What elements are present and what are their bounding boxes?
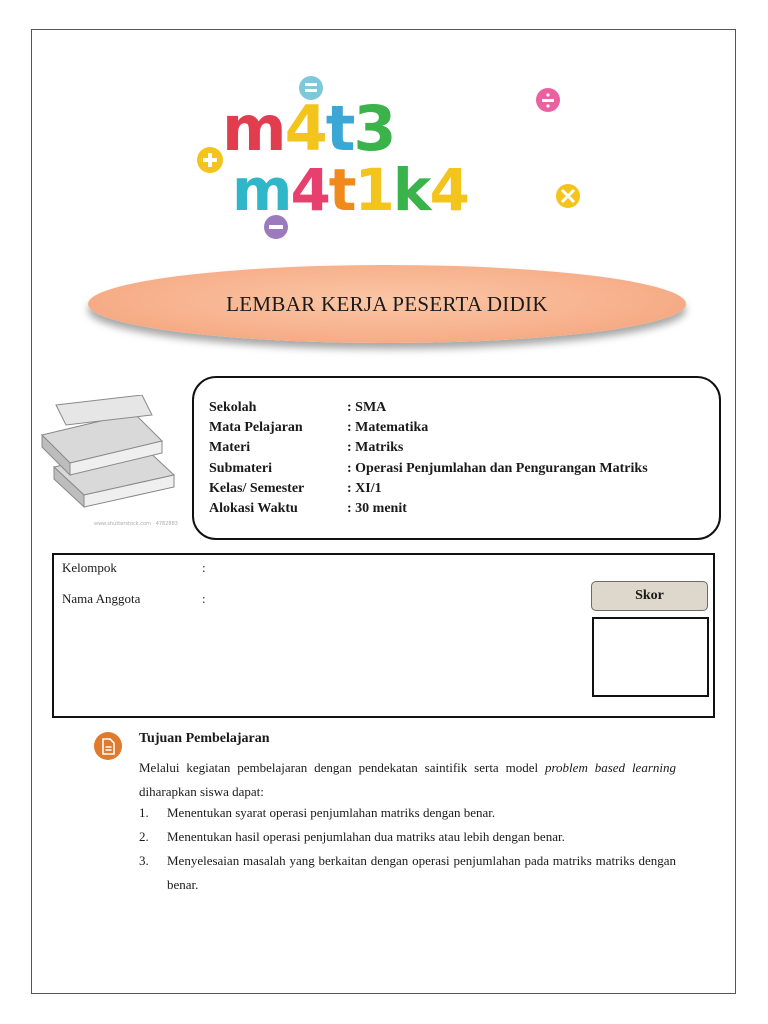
objectives-heading: Tujuan Pembelajaran [139,731,270,746]
lesson-info-box: Sekolah : SMA Mata Pelajaran : Matematika Materi : Matriks Submateri : Operasi Penjumlahan dan Pengurangan Matriks Kelas/ Semester : XI/1 Alokasi Waktu : 30 menit [192,376,721,540]
skor-input-box[interactable] [592,617,709,697]
logo-line-2: m4t1k4 [232,156,468,224]
logo-line-1: m4t3 [222,92,395,165]
divide-circle-icon [536,88,560,112]
times-circle-icon [556,184,580,208]
list-item: 1. Menentukan syarat operasi penjumlahan matriks dengan benar. [139,805,496,820]
document-icon [93,731,123,761]
objectives-intro: Melalui kegiatan pembelajaran dengan pendekatan saintifik serta model problem based learning diharapkan siswa dapat: [139,760,676,799]
page-title: LEMBAR KERJA PESERTA DIDIK [226,291,548,316]
list-item: 2. Menentukan hasil operasi penjumlahan dua matriks atau lebih dengan benar. [139,829,565,844]
skor-label-box: Skor [591,581,708,611]
title-banner [88,265,686,343]
objectives-list [139,801,676,897]
nama-anggota-label: Nama Anggota [62,591,141,606]
kelompok-label: Kelompok [62,560,117,575]
plus-circle-icon [197,147,223,173]
group-box: Kelompok : Nama Anggota : Skor [52,553,715,718]
svg-text:www.shutterstock.com · 4782883: www.shutterstock.com · 4782883 [94,521,178,527]
matematika-logo [180,72,600,247]
list-item: 3. Menyelesaian masalah yang berkaitan dengan operasi penjumlahan pada matriks matriks dengan benar. [139,853,676,892]
books-illustration [34,395,184,535]
